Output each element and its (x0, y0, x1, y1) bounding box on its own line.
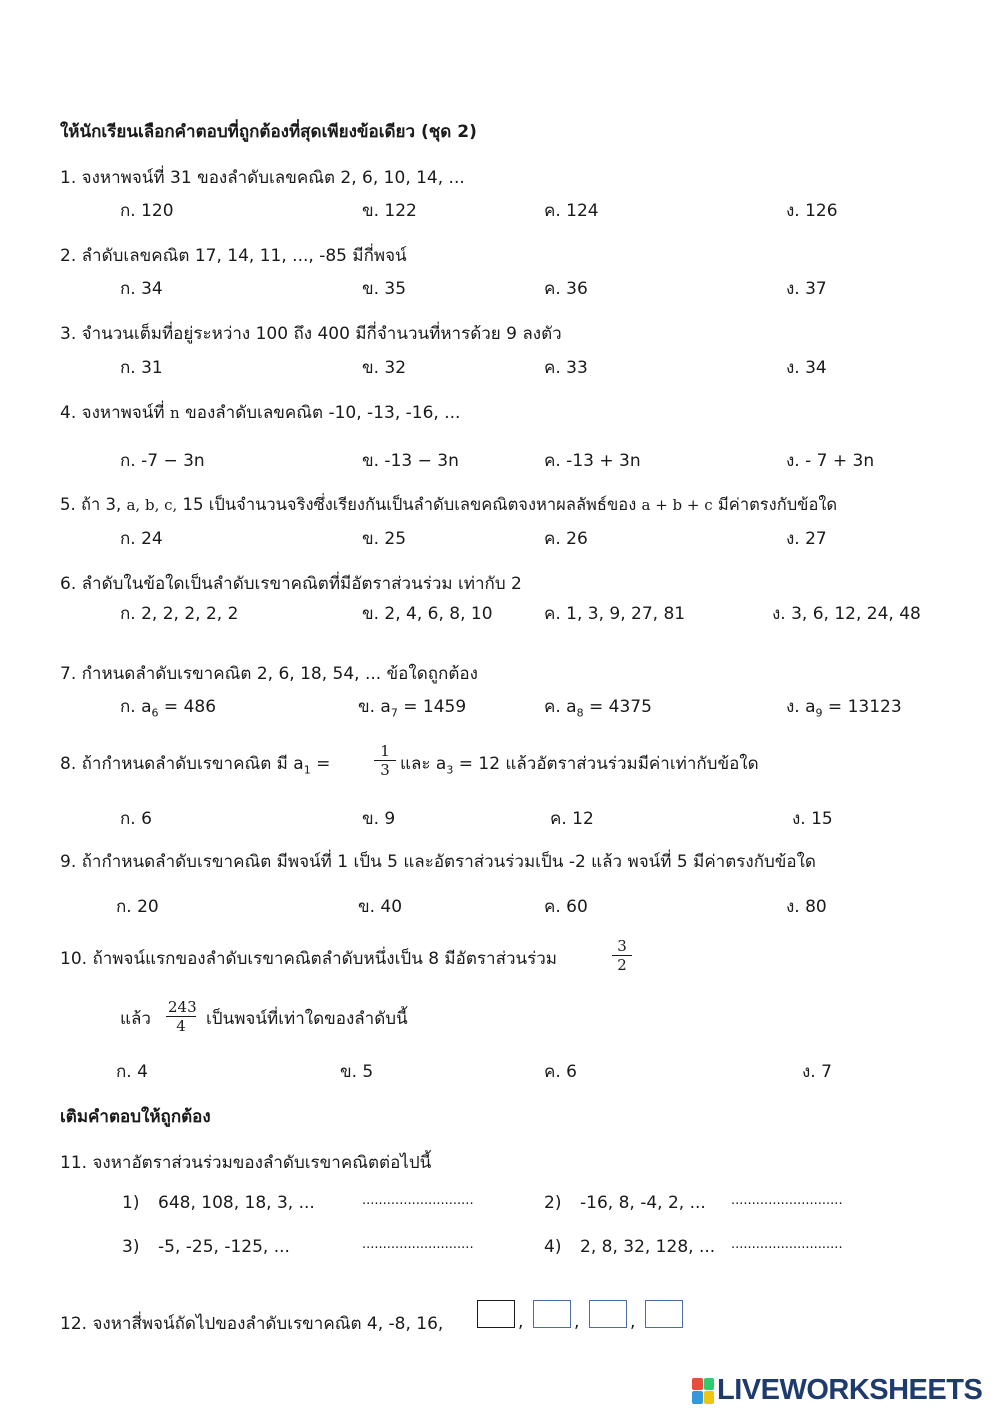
q10-choice-c[interactable]: ค. 6 (544, 1062, 577, 1082)
q11-item-4-label: 4) (544, 1237, 562, 1257)
q5-choice-d[interactable]: ง. 27 (786, 529, 827, 549)
q6-choice-b[interactable]: ข. 2, 4, 6, 8, 10 (362, 604, 493, 624)
q8-fraction: $\frac{1}{3}$ (374, 742, 396, 779)
q12-comma-3: , (630, 1312, 636, 1332)
q4-choice-d[interactable]: ง. - 7 + 3n (786, 451, 875, 471)
q7-choice-d[interactable]: ง. $a_9 = 13123$ (786, 697, 902, 720)
q11-item-2-label: 2) (544, 1193, 562, 1213)
question-10: 10. ถ้าพจน์แรกของลำดับเรขาคณิตลำดับหนึ่งเป็น 8 มีอัตราส่วนร่วม (60, 949, 557, 969)
q7-choice-c[interactable]: ค. $a_8 = 4375$ (544, 697, 652, 720)
question-8: 8. ถ้ากำหนดลำดับเรขาคณิต มี $a_1$ = (60, 754, 331, 777)
question-3: 3. จำนวนเต็มที่อยู่ระหว่าง 100 ถึง 400 มีกี่จำนวนที่หารด้วย 9 ลงตัว (60, 324, 562, 344)
q4-choice-a[interactable]: ก. -7 − 3n (120, 451, 205, 471)
q5-choice-b[interactable]: ข. 25 (362, 529, 407, 549)
q8-choice-a[interactable]: ก. 6 (120, 809, 152, 829)
q10-choice-d[interactable]: ง. 7 (802, 1062, 832, 1082)
q2-choice-c[interactable]: ค. 36 (544, 279, 588, 299)
question-1: 1. จงหาพจน์ที่ 31 ของลำดับเลขคณิต 2, 6, 10, 14, ... (60, 168, 465, 188)
q11-item-1-answer[interactable]: ........................... (362, 1193, 474, 1208)
q1-choice-a[interactable]: ก. 120 (120, 201, 174, 221)
liveworksheets-logo[interactable] (692, 1374, 982, 1407)
q11-item-2-seq: -16, 8, -4, 2, ... (580, 1193, 706, 1213)
q2-choice-d[interactable]: ง. 37 (786, 279, 827, 299)
question-5: 5. ถ้า 3, a, b, c, 15 เป็นจำนวนจริงซึ่งเรียงกันเป็นลำดับเลขคณิตจงหาผลลัพธ์ของ a + b + c มีค่าตรงกับข้อใด (60, 495, 838, 514)
q11-item-3-label: 3) (122, 1237, 140, 1257)
q5-choice-a[interactable]: ก. 24 (120, 529, 163, 549)
q11-item-1-label: 1) (122, 1193, 140, 1213)
q3-choice-b[interactable]: ข. 32 (362, 358, 407, 378)
question-6: 6. ลำดับในข้อใดเป็นลำดับเรขาคณิตที่มีอัตราส่วนร่วม เท่ากับ 2 (60, 574, 522, 594)
q11-item-4-seq: 2, 8, 32, 128, ... (580, 1237, 716, 1257)
q7-choice-b[interactable]: ข. $a_7 = 1459$ (358, 697, 467, 720)
page-title: ให้นักเรียนเลือกคำตอบที่ถูกต้องที่สุดเพียงข้อเดียว (ชุด 2) (60, 122, 477, 142)
q2-choice-b[interactable]: ข. 35 (362, 279, 407, 299)
fill-heading: เติมคำตอบให้ถูกต้อง (60, 1107, 211, 1127)
q9-choice-b[interactable]: ข. 40 (358, 897, 403, 917)
q11-item-2-answer[interactable]: ........................... (731, 1193, 843, 1208)
q10-fraction-term: $\frac{243}{4}$ (168, 998, 197, 1035)
q5-choice-c[interactable]: ค. 26 (544, 529, 588, 549)
question-10-line2-rest: เป็นพจน์ที่เท่าใดของลำดับนี้ (206, 1009, 408, 1029)
q10-fraction-ratio: $\frac{3}{2}$ (612, 937, 632, 974)
question-8-rest: และ $a_3 = 12$ แล้วอัตราส่วนร่วมมีค่าเท่ากับข้อใด (400, 754, 759, 777)
q9-choice-a[interactable]: ก. 20 (116, 897, 159, 917)
question-10-line2: แล้ว (120, 1009, 151, 1029)
q4-choice-b[interactable]: ข. -13 − 3n (362, 451, 459, 471)
q1-choice-c[interactable]: ค. 124 (544, 201, 599, 221)
q3-choice-a[interactable]: ก. 31 (120, 358, 163, 378)
q12-comma-1: , (518, 1312, 524, 1332)
question-4: 4. จงหาพจน์ที่ n ของลำดับเลขคณิต -10, -13, -16, ... (60, 403, 461, 423)
q11-item-3-seq: -5, -25, -125, ... (158, 1237, 290, 1257)
q6-choice-d[interactable]: ง. 3, 6, 12, 24, 48 (772, 604, 921, 624)
question-7: 7. กำหนดลำดับเรขาคณิต 2, 6, 18, 54, ... ข้อใดถูกต้อง (60, 664, 478, 684)
question-9: 9. ถ้ากำหนดลำดับเรขาคณิต มีพจน์ที่ 1 เป็น 5 และอัตราส่วนร่วมเป็น -2 แล้ว พจน์ที่ 5 มีค่าตรงกับข้อใด (60, 852, 816, 872)
q10-choice-a[interactable]: ก. 4 (116, 1062, 148, 1082)
logo-text: LIVEWORKSHEETS (717, 1374, 983, 1406)
q8-choice-b[interactable]: ข. 9 (362, 809, 396, 829)
q12-answer-box-4[interactable] (645, 1300, 683, 1328)
q11-item-3-answer[interactable]: ........................... (362, 1237, 474, 1252)
question-12: 12. จงหาสี่พจน์ถัดไปของลำดับเรขาคณิต 4, -8, 16, (60, 1314, 444, 1334)
question-2: 2. ลำดับเลขคณิต 17, 14, 11, ..., -85 มีกี่พจน์ (60, 246, 407, 266)
q3-choice-d[interactable]: ง. 34 (786, 358, 827, 378)
q9-choice-d[interactable]: ง. 80 (786, 897, 827, 917)
q11-item-1-seq: 648, 108, 18, 3, ... (158, 1193, 315, 1213)
q4-choice-c[interactable]: ค. -13 + 3n (544, 451, 641, 471)
q8-choice-d[interactable]: ง. 15 (792, 809, 833, 829)
q12-answer-box-2[interactable] (533, 1300, 571, 1328)
q12-answer-box-1[interactable] (477, 1300, 515, 1328)
question-11: 11. จงหาอัตราส่วนร่วมของลำดับเรขาคณิตต่อไปนี้ (60, 1153, 432, 1173)
q6-choice-a[interactable]: ก. 2, 2, 2, 2, 2 (120, 604, 239, 624)
q2-choice-a[interactable]: ก. 34 (120, 279, 163, 299)
q11-item-4-answer[interactable]: ........................... (731, 1237, 843, 1252)
q10-choice-b[interactable]: ข. 5 (340, 1062, 374, 1082)
q9-choice-c[interactable]: ค. 60 (544, 897, 588, 917)
q8-choice-c[interactable]: ค. 12 (550, 809, 594, 829)
q12-answer-box-3[interactable] (589, 1300, 627, 1328)
liveworksheets-icon (692, 1378, 714, 1404)
q1-choice-d[interactable]: ง. 126 (786, 201, 838, 221)
q12-comma-2: , (574, 1312, 580, 1332)
q6-choice-c[interactable]: ค. 1, 3, 9, 27, 81 (544, 604, 686, 624)
q7-choice-a[interactable]: ก. $a_6 = 486$ (120, 697, 217, 720)
q1-choice-b[interactable]: ข. 122 (362, 201, 417, 221)
q3-choice-c[interactable]: ค. 33 (544, 358, 588, 378)
